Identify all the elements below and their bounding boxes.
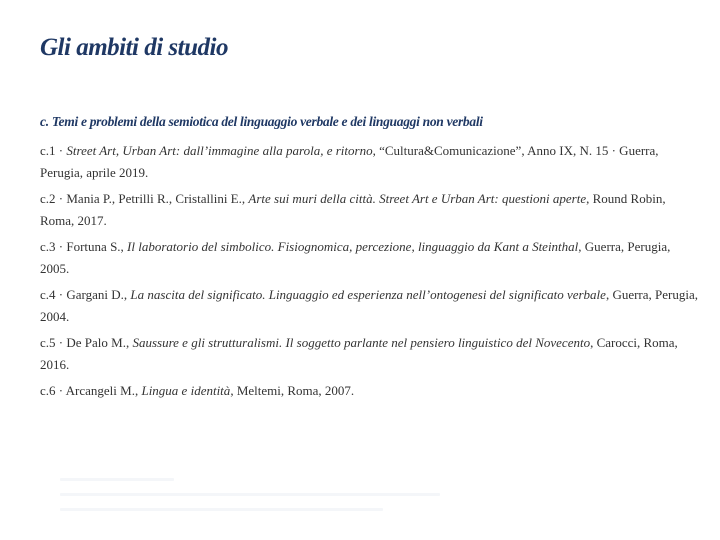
reference-code: c.5	[40, 335, 56, 350]
reference-separator: ·	[55, 143, 67, 158]
reference-publication: , “Cultura&Comunicazione”, Anno IX, N. 15 · Guerra, Perugia, aprile 2019.	[40, 143, 659, 180]
reference-publication: , Guerra, Perugia, 2005.	[40, 239, 671, 276]
reference-list	[40, 140, 700, 406]
reference-work-title: La nascita del significato. Linguaggio ed esperienza nell’ontogenesi del significato verbale	[130, 287, 606, 302]
reference-item	[40, 380, 700, 402]
reference-separator: ·	[55, 239, 67, 254]
reference-separator: ·	[55, 335, 67, 350]
reference-work-title: Arte sui muri della città. Street Art e Urban Art: questioni aperte	[248, 191, 587, 206]
reference-authors: Arcangeli M.,	[65, 383, 142, 398]
reference-work-title: Saussure e gli strutturalismi. Il soggetto parlante nel pensiero linguistico del Novecento	[132, 335, 591, 350]
reference-authors: De Palo M.,	[66, 335, 133, 350]
reference-separator: ·	[55, 383, 66, 398]
reference-code: c.6	[40, 383, 56, 398]
reference-publication: , Carocci, Roma, 2016.	[40, 335, 678, 372]
reference-work-title: Lingua e identità	[141, 383, 231, 398]
reference-authors: Mania P., Petrilli R., Cristallini E.,	[66, 191, 249, 206]
reference-separator: ·	[55, 287, 67, 302]
reference-authors: Fortuna S.,	[66, 239, 128, 254]
reference-work-title: Street Art, Urban Art: dall’immagine alla parola, e ritorno	[66, 143, 373, 158]
reference-code: c.2	[40, 191, 56, 206]
reference-publication: , Guerra, Perugia, 2004.	[40, 287, 698, 324]
reference-item	[40, 140, 700, 184]
reference-work-title: Il laboratorio del simbolico. Fisiognomica, percezione, linguaggio da Kant a Steinthal	[127, 239, 579, 254]
reference-code: c.4	[40, 287, 56, 302]
reference-separator: ·	[55, 191, 67, 206]
reference-publication: , Round Robin, Roma, 2017.	[40, 191, 666, 228]
slide-title: Gli ambiti di studio	[40, 34, 228, 61]
reference-code: c.1	[40, 143, 56, 158]
reference-item	[40, 332, 700, 376]
reference-authors: Gargani D.,	[66, 287, 131, 302]
reference-item	[40, 188, 700, 232]
faded-background-text	[60, 478, 440, 518]
reference-item	[40, 236, 700, 280]
reference-code: c.3	[40, 239, 56, 254]
reference-item	[40, 284, 700, 328]
reference-publication: , Meltemi, Roma, 2007.	[230, 383, 355, 398]
slide-subtitle: c. Temi e problemi della semiotica del linguaggio verbale e dei linguaggi non verbali	[40, 114, 483, 129]
